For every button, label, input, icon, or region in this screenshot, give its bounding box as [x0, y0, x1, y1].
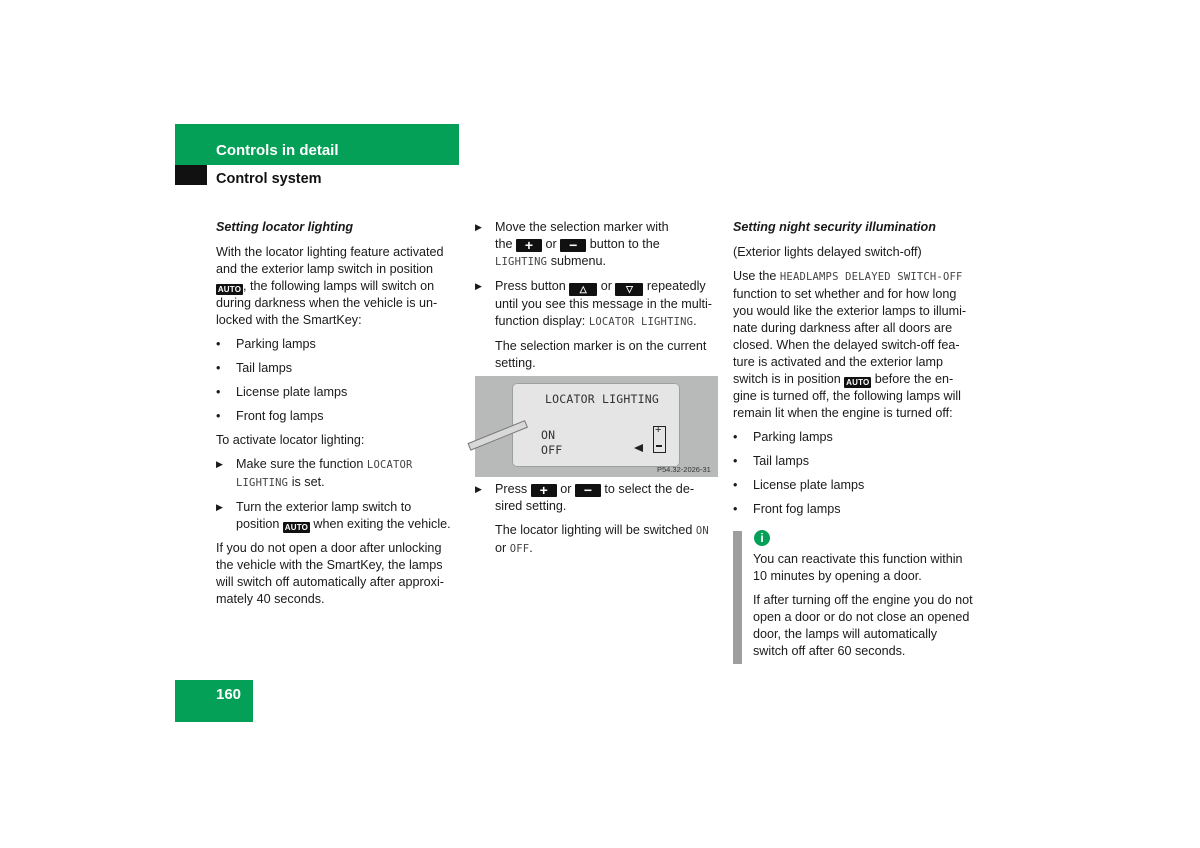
bullet-icon: •	[733, 454, 738, 468]
text: function to set whether and for how long	[733, 287, 957, 301]
list-item	[733, 477, 983, 494]
list-item	[216, 336, 461, 353]
text: Use the	[733, 269, 777, 283]
text: or	[600, 279, 612, 293]
text: .	[529, 541, 533, 555]
header-black-tab	[175, 165, 207, 185]
col1-step1	[216, 456, 461, 492]
text: submenu.	[550, 254, 606, 268]
display-figure	[475, 376, 718, 477]
text: or	[495, 541, 507, 555]
text: , the following lamps will switch on	[243, 279, 435, 293]
text: open a door or do not close an opened	[753, 610, 970, 624]
text: sired setting.	[495, 499, 567, 513]
col3-heading: Setting night security illumination	[733, 220, 936, 234]
display-title: LOCATOR LIGHTING	[545, 392, 659, 406]
text: during darkness when the vehicle is un-	[216, 296, 438, 310]
arrow-icon: ▶	[475, 222, 482, 232]
auto-key-icon: AUTO	[846, 378, 870, 387]
arrow-icon: ▶	[475, 281, 482, 291]
text: Parking lamps	[236, 337, 316, 351]
mono-text: ON	[695, 525, 709, 537]
text: the vehicle with the SmartKey, the lamps	[216, 558, 443, 572]
col2-step1	[475, 219, 719, 271]
column-2	[475, 219, 719, 372]
list-item	[216, 408, 461, 425]
text: The locator lighting will be switched	[495, 523, 693, 537]
info-box-text	[753, 551, 985, 660]
mono-text: OFF	[509, 543, 530, 555]
mono-text: HEADLAMPS DELAYED SWITCH-OFF	[779, 271, 963, 283]
text: when exiting the vehicle.	[313, 517, 451, 531]
plus-key-icon: +	[531, 484, 557, 497]
text: until you see this message in the multi-	[495, 297, 712, 311]
col2-marker-note	[475, 338, 719, 372]
text: Front fog lamps	[753, 502, 841, 516]
text: you would like the exterior lamps to illumi-	[733, 304, 967, 318]
text: Turn the exterior lamp switch to	[236, 500, 412, 514]
down-key-icon: ▽	[615, 283, 643, 296]
bullet-icon: •	[216, 409, 221, 423]
text: is set.	[291, 475, 325, 489]
text: Parking lamps	[753, 430, 833, 444]
plus-key-icon: +	[516, 239, 542, 252]
col1-step2	[216, 499, 461, 533]
bullet-icon: •	[733, 478, 738, 492]
list-item	[733, 429, 983, 446]
bullet-icon: •	[216, 361, 221, 375]
info-glyph: i	[760, 531, 764, 545]
section-title: Controls in detail	[216, 142, 339, 159]
auto-key-icon: AUTO	[284, 523, 309, 532]
text: and the exterior lamp switch in position	[216, 262, 434, 276]
text: The selection marker is on the current	[495, 339, 707, 353]
text: position	[236, 517, 280, 531]
list-item	[216, 360, 461, 377]
text: button to the	[589, 237, 660, 251]
text: gine is turned off, the following lamps will	[733, 389, 961, 403]
col2-result	[475, 522, 719, 558]
text: Press	[495, 482, 528, 496]
col1-activate: To activate locator lighting:	[216, 433, 365, 447]
info-icon	[754, 530, 770, 546]
text: remain lit when the engine is turned off:	[733, 406, 953, 420]
text: mately 40 seconds.	[216, 592, 325, 606]
text: Tail lamps	[236, 361, 292, 375]
mono-text: LIGHTING	[236, 477, 289, 489]
text: nate during darkness after all doors are	[733, 321, 953, 335]
display-option-on: ON	[541, 428, 556, 442]
list-item	[733, 453, 983, 470]
mono-text: LOCATOR	[366, 459, 413, 471]
bullet-icon: •	[733, 502, 738, 516]
display-screen	[512, 383, 680, 467]
text: Front fog lamps	[236, 409, 324, 423]
text: switch off after 60 seconds.	[753, 644, 906, 658]
text: 10 minutes by opening a door.	[753, 569, 922, 583]
text: locked with the SmartKey:	[216, 313, 362, 327]
text: the	[495, 237, 513, 251]
text: If after turning off the engine you do not	[753, 593, 973, 607]
info-note-1	[753, 551, 985, 585]
text: Tail lamps	[753, 454, 809, 468]
column-1	[216, 219, 461, 608]
auto-key-icon: AUTO	[217, 285, 242, 294]
column-2-bottom	[475, 481, 719, 558]
text: Move the selection marker with	[495, 220, 669, 234]
text: ture is activated and the exterior lamp	[733, 355, 944, 369]
up-key-icon: △	[569, 283, 597, 296]
battery-level-icon	[653, 426, 666, 453]
text: function display:	[495, 314, 586, 328]
col2-step3	[475, 481, 719, 515]
list-item	[216, 384, 461, 401]
bullet-icon: •	[216, 337, 221, 351]
text: will switch off automatically after approxi-	[216, 575, 444, 589]
list-item	[733, 501, 983, 518]
bullet-icon: •	[216, 385, 221, 399]
text: to select the de-	[604, 482, 695, 496]
text: closed. When the delayed switch-off fea-	[733, 338, 960, 352]
col3-lamp-list	[733, 429, 983, 518]
arrow-icon: ▶	[475, 484, 482, 494]
arrow-icon: ▶	[216, 502, 223, 512]
bullet-icon: •	[733, 430, 738, 444]
col1-final	[216, 540, 461, 608]
col1-heading: Setting locator lighting	[216, 220, 354, 234]
col1-intro	[216, 244, 461, 329]
minus-key-icon: −	[575, 484, 601, 497]
minus-key-icon: −	[560, 239, 586, 252]
text: before the en-	[874, 372, 954, 386]
info-box-bar	[733, 531, 742, 664]
info-note-2	[753, 592, 985, 660]
text: You can reactivate this function within	[753, 552, 963, 566]
col1-lamp-list	[216, 336, 461, 425]
display-option-off: OFF	[541, 443, 563, 457]
column-3	[733, 219, 983, 525]
text: With the locator lighting feature activated	[216, 245, 444, 259]
minus-mark	[656, 445, 662, 447]
col3-sub: (Exterior lights delayed switch-off)	[733, 245, 922, 259]
page-number: 160	[216, 686, 242, 703]
text: If you do not open a door after unlocking	[216, 541, 442, 555]
text: setting.	[495, 356, 536, 370]
mono-text: LIGHTING	[495, 256, 548, 268]
text: door, the lamps will automatically	[753, 627, 938, 641]
mono-text: LOCATOR LIGHTING	[588, 316, 694, 328]
text: repeatedly	[646, 279, 706, 293]
text: License plate lamps	[753, 478, 865, 492]
text: Press button	[495, 279, 566, 293]
text: Make sure the function	[236, 457, 364, 471]
text: or	[560, 482, 572, 496]
selection-marker-icon	[634, 444, 643, 452]
figure-code: P54.32-2026-31	[657, 465, 711, 474]
plus-mark: +	[655, 424, 662, 436]
col3-use	[733, 268, 983, 422]
page-number-box	[175, 680, 253, 722]
text: or	[545, 237, 557, 251]
text: switch is in position	[733, 372, 841, 386]
arrow-icon: ▶	[216, 459, 223, 469]
text: .	[693, 314, 697, 328]
text: License plate lamps	[236, 385, 348, 399]
col2-step2	[475, 278, 719, 331]
subsection-title: Control system	[216, 171, 322, 187]
